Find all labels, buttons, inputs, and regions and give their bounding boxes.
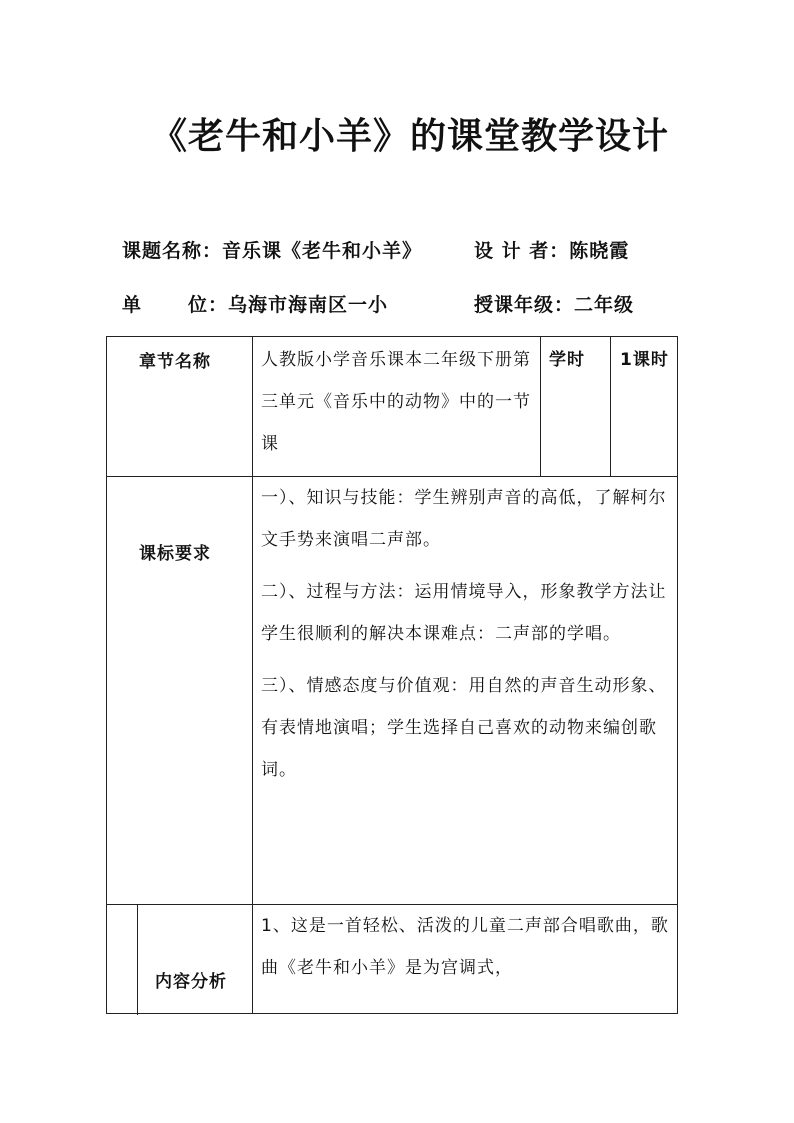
standards-label: 课标要求 (139, 544, 211, 564)
hours-value: 1课时 (620, 350, 669, 370)
standard-item: 一）、知识与技能：学生辨别声音的高低，了解柯尔文手势来演唱二声部。 (261, 488, 667, 550)
grade-line: 授课年级：二年级 (474, 294, 635, 316)
column-divider (137, 904, 138, 1015)
analysis-label: 内容分析 (155, 972, 227, 992)
hours-label: 学时 (549, 350, 585, 370)
designer-line: 设 计 者：陈晓霞 (474, 240, 630, 262)
standards-list (261, 477, 673, 801)
unit-line (122, 290, 388, 317)
column-divider (252, 337, 253, 1013)
unit-value: 位：乌海市海南区一小 (188, 294, 389, 316)
standard-item: 三）、情感态度与价值观：用自然的声音生动形象、有表情地演唱；学生选择自己喜欢的动物来编创歌词。 (261, 676, 667, 780)
page-title: 《老牛和小羊》的课堂教学设计 (150, 115, 669, 157)
chapter-content: 人教版小学音乐课本二年级下册第三单元《音乐中的动物》中的一节课 (261, 350, 531, 454)
lesson-table (106, 336, 678, 1014)
unit-label: 单 (122, 294, 143, 316)
column-divider (540, 337, 541, 476)
standard-item: 二）、过程与方法：运用情境导入，形象教学方法让学生很顺利的解决本课难点：二声部的学唱。 (261, 582, 667, 644)
column-divider (610, 337, 611, 476)
subject-line: 课题名称：音乐课《老牛和小羊》 (122, 240, 423, 262)
analysis-text: 1、这是一首轻松、活泼的儿童二声部合唱歌曲，歌曲《老牛和小羊》是为宫调式， (261, 916, 669, 978)
chapter-label: 章节名称 (139, 352, 211, 372)
